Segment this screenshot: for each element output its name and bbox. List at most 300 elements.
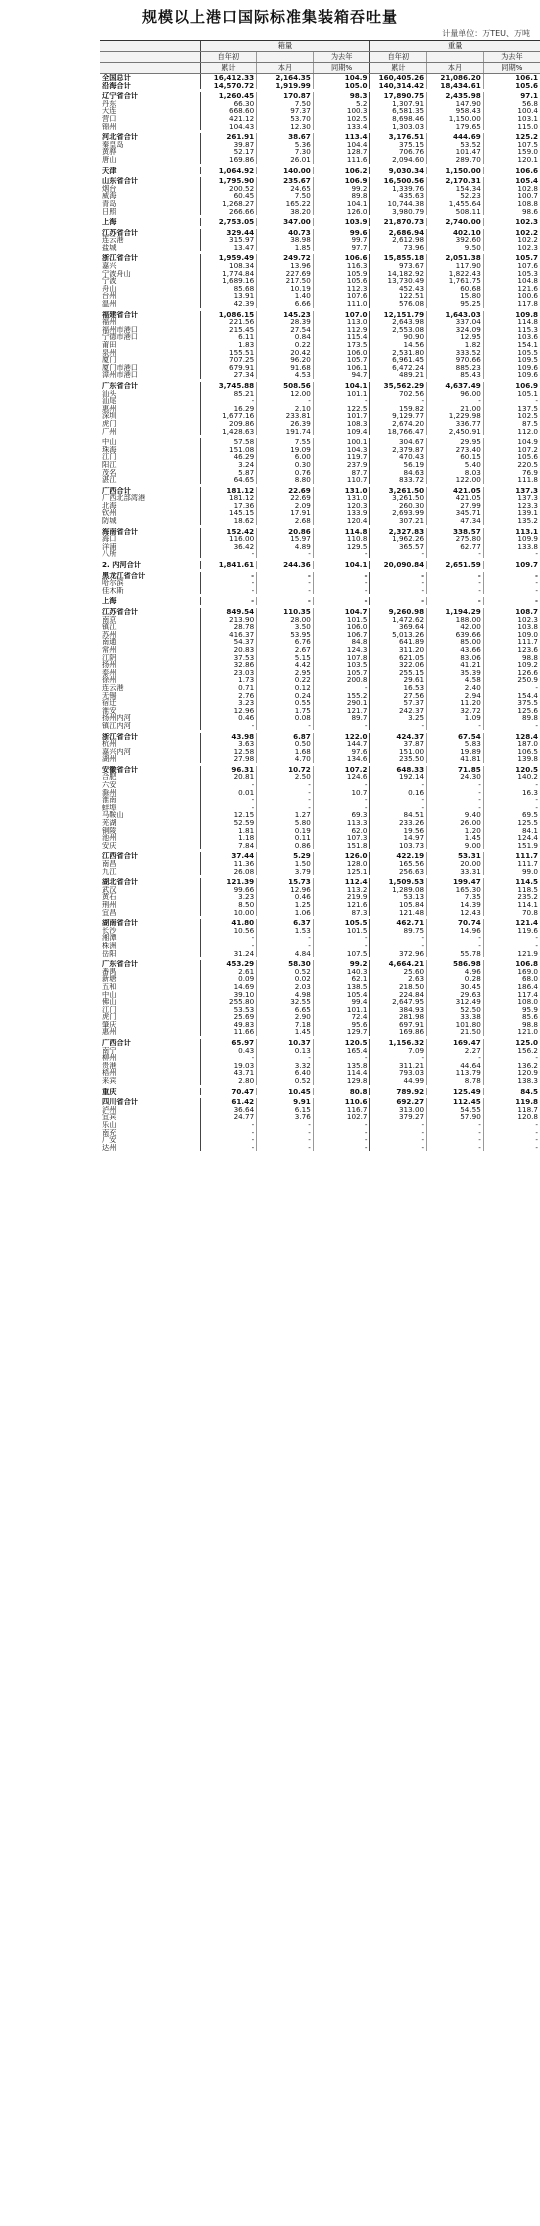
value-cell: 129.5	[313, 543, 370, 551]
port-name-cell: 宁德市港口	[102, 333, 138, 341]
port-name-cell: 阳江	[102, 460, 117, 469]
value-cell: 57.90	[427, 1113, 484, 1121]
value-cell: 107.2	[313, 766, 370, 774]
port-name-cell: 海口	[102, 535, 117, 543]
value-cell: 138.5	[313, 983, 370, 991]
value-cell: 119.6	[483, 927, 540, 935]
port-name-cell: 徐州	[102, 676, 117, 684]
port-name-cell: 江门	[102, 453, 117, 461]
table-row	[100, 646, 540, 654]
value-cell: 15.73	[257, 878, 314, 886]
value-cell: 84.5	[483, 1088, 540, 1096]
port-name-cell: 连云港	[102, 236, 124, 244]
value-cell: 2,643.98	[370, 318, 427, 326]
value-cell: 2.27	[427, 1047, 484, 1055]
value-cell: 4.96	[427, 968, 484, 976]
value-cell: 112.3	[313, 285, 370, 293]
value-cell: 9.00	[427, 842, 484, 850]
value-cell: -	[427, 1129, 484, 1137]
port-name-cell: 威海	[102, 192, 117, 200]
port-name-cell: 来宾	[102, 1077, 117, 1085]
table-row	[100, 270, 540, 278]
value-cell: 32.72	[427, 707, 484, 715]
table-row	[100, 991, 540, 999]
value-cell: 71.85	[427, 766, 484, 774]
value-cell: -	[370, 550, 427, 558]
value-cell: -	[257, 796, 314, 804]
port-name-cell: 浙江省合计	[102, 732, 138, 741]
value-cell: -	[257, 550, 314, 558]
value-cell: 110.7	[313, 476, 370, 484]
value-cell: 120.8	[483, 1113, 540, 1121]
value-cell: 156.2	[483, 1047, 540, 1055]
value-cell: 159.0	[483, 148, 540, 156]
value-cell: 107.0	[313, 311, 370, 319]
value-cell: -	[313, 1136, 370, 1144]
value-cell: -	[257, 1144, 314, 1152]
value-cell: 324.09	[427, 326, 484, 334]
value-cell: 91.68	[257, 364, 314, 372]
value-cell: 123.3	[483, 502, 540, 510]
value-cell: 15,855.18	[370, 254, 427, 262]
port-name-cell: 重庆	[102, 1087, 117, 1096]
value-cell: -	[257, 579, 314, 587]
table-row	[100, 1062, 540, 1070]
value-cell: 43.66	[427, 646, 484, 654]
value-cell: 10.37	[257, 1039, 314, 1047]
value-cell: 21.00	[427, 405, 484, 413]
value-cell: 103.9	[313, 218, 370, 226]
value-cell: 249.72	[257, 254, 314, 262]
value-cell: 108.34	[200, 262, 257, 270]
value-cell: 110.8	[313, 535, 370, 543]
value-cell: 392.60	[427, 236, 484, 244]
value-cell: 112.9	[313, 326, 370, 334]
value-cell: 128.4	[483, 733, 540, 741]
value-cell: 14.97	[370, 834, 427, 842]
value-cell: 402.10	[427, 229, 484, 237]
value-cell: 10.56	[200, 927, 257, 935]
value-cell: 444.69	[427, 133, 484, 141]
table-total-row	[100, 878, 540, 886]
value-cell: -	[313, 579, 370, 587]
value-cell: -	[427, 397, 484, 405]
value-cell: 1,194.29	[427, 608, 484, 616]
value-cell: 191.74	[257, 428, 314, 436]
value-cell: 125.6	[483, 707, 540, 715]
table-total-row	[100, 82, 540, 90]
value-cell: 365.57	[370, 543, 427, 551]
value-cell: 42.00	[427, 623, 484, 631]
value-cell: 121.0	[483, 1028, 540, 1036]
value-cell: 27.56	[370, 692, 427, 700]
value-cell: 131.0	[313, 494, 370, 502]
value-cell: 133.8	[483, 543, 540, 551]
value-cell: 165.30	[427, 886, 484, 894]
port-name-cell: 淮安	[102, 706, 117, 715]
value-cell: 8.03	[427, 469, 484, 477]
value-cell: 121.39	[200, 878, 257, 886]
value-cell: 35,562.29	[370, 382, 427, 390]
value-cell: 113.0	[313, 318, 370, 326]
table-row	[100, 934, 540, 942]
value-cell: 112.0	[483, 428, 540, 436]
value-cell: -	[427, 1054, 484, 1062]
port-name-cell: 沿海合计	[102, 81, 131, 90]
value-cell: 6,472.24	[370, 364, 427, 372]
table-total-row	[100, 311, 540, 319]
value-cell: 124.3	[313, 646, 370, 654]
value-cell: 275.80	[427, 535, 484, 543]
table-row	[100, 364, 540, 372]
unit-note: 计量单位：万TEU、万吨	[442, 29, 530, 38]
value-cell: 49.83	[200, 1021, 257, 1029]
value-cell: 19.03	[200, 1062, 257, 1070]
table-total-row	[100, 1039, 540, 1047]
value-cell: 19.09	[257, 446, 314, 454]
value-cell: 16,412.33	[200, 74, 257, 82]
value-cell: 4.58	[427, 676, 484, 684]
table-row	[100, 676, 540, 684]
value-cell: -	[483, 587, 540, 595]
table-row	[100, 1121, 540, 1129]
port-name-cell: 汕尾	[102, 397, 117, 405]
value-cell: 273.40	[427, 446, 484, 454]
table-row	[100, 292, 540, 300]
value-cell: 61.42	[200, 1098, 257, 1106]
value-cell: -	[257, 572, 314, 580]
table-row	[100, 1006, 540, 1014]
value-cell: 2,531.80	[370, 349, 427, 357]
table-row	[100, 244, 540, 252]
value-cell: 3,176.51	[370, 133, 427, 141]
value-cell: 43.71	[200, 1069, 257, 1077]
value-cell: 220.5	[483, 461, 540, 469]
value-cell: 56.8	[483, 100, 540, 108]
value-cell: 109.6	[483, 364, 540, 372]
value-cell: -	[200, 722, 257, 730]
value-cell: -	[200, 796, 257, 804]
value-cell: 52.50	[427, 1006, 484, 1014]
value-cell: 98.6	[483, 208, 540, 216]
value-cell: 111.8	[483, 476, 540, 484]
value-cell: 1,795.90	[200, 177, 257, 185]
value-cell: 60.45	[200, 192, 257, 200]
value-cell: -	[483, 1136, 540, 1144]
value-cell: 147.90	[427, 100, 484, 108]
table-row	[100, 789, 540, 797]
header-yoy-2: 为去年	[483, 52, 540, 63]
port-name-cell: 嘉兴内河	[102, 747, 131, 756]
value-cell: 114.8	[313, 528, 370, 536]
port-name-cell: 烟台	[102, 184, 117, 193]
value-cell: 121.6	[483, 285, 540, 293]
value-cell: 23.03	[200, 669, 257, 677]
value-cell: 114.4	[313, 1069, 370, 1077]
table-row	[100, 998, 540, 1006]
value-cell: 329.44	[200, 229, 257, 237]
value-cell: 235.67	[257, 177, 314, 185]
port-name-cell: 常州	[102, 645, 117, 654]
value-cell: -	[483, 579, 540, 587]
value-cell: 2.68	[257, 517, 314, 525]
value-cell: 37.44	[200, 852, 257, 860]
value-cell: 105.5	[313, 919, 370, 927]
header-yoy-1: 为去年	[313, 52, 370, 63]
port-name-cell: 达州	[102, 1143, 117, 1152]
value-cell: 145.15	[200, 509, 257, 517]
value-cell: 7.35	[427, 893, 484, 901]
value-cell: 120.3	[313, 502, 370, 510]
value-cell: 99.6	[313, 229, 370, 237]
table-row	[100, 623, 540, 631]
value-cell: 28.00	[257, 616, 314, 624]
value-cell: 103.5	[313, 661, 370, 669]
value-cell: 12.58	[200, 748, 257, 756]
value-cell: 39.10	[200, 991, 257, 999]
value-cell: -	[200, 1121, 257, 1129]
value-cell: 152.42	[200, 528, 257, 536]
value-cell: 22.69	[257, 487, 314, 495]
port-name-cell: 南充	[102, 1128, 117, 1137]
value-cell: 313.00	[370, 1106, 427, 1114]
value-cell: 120.4	[313, 517, 370, 525]
table-row	[100, 684, 540, 692]
value-cell: 121.6	[313, 901, 370, 909]
value-cell: 421.12	[200, 115, 257, 123]
value-cell: 106.7	[313, 631, 370, 639]
port-name-cell: 湘潭	[102, 934, 117, 942]
table-row	[100, 796, 540, 804]
table-row	[100, 318, 540, 326]
port-name-cell: 南通	[102, 638, 117, 646]
value-cell: 3.32	[257, 1062, 314, 1070]
value-cell: 144.7	[313, 740, 370, 748]
table-row	[100, 185, 540, 193]
value-cell: 102.3	[483, 244, 540, 252]
value-cell: 8.78	[427, 1077, 484, 1085]
value-cell: 2,753.05	[200, 218, 257, 226]
value-cell: 10.00	[200, 909, 257, 917]
value-cell: 67.54	[427, 733, 484, 741]
value-cell: 12.96	[200, 707, 257, 715]
value-cell: 85.68	[200, 285, 257, 293]
value-cell: 121.7	[313, 707, 370, 715]
value-cell: 3,261.50	[370, 494, 427, 502]
table-row	[100, 115, 540, 123]
value-cell: 102.3	[483, 218, 540, 226]
port-name-cell: 惠州	[102, 404, 117, 413]
port-name-cell: 海南省合计	[102, 527, 138, 536]
value-cell: -	[370, 934, 427, 942]
value-cell: -	[370, 1144, 427, 1152]
value-cell: 25.60	[370, 968, 427, 976]
value-cell: 17.91	[257, 509, 314, 517]
table-row	[100, 638, 540, 646]
value-cell: 84.8	[313, 638, 370, 646]
value-cell: 106.2	[313, 167, 370, 175]
value-cell: 1,919.99	[257, 82, 314, 90]
value-cell: 2.76	[200, 692, 257, 700]
value-cell: 1,303.03	[370, 123, 427, 131]
port-name-cell: 安徽省合计	[102, 765, 138, 774]
value-cell: 97.7	[313, 244, 370, 252]
value-cell: 8,698.46	[370, 115, 427, 123]
value-cell: 108.3	[313, 420, 370, 428]
port-name-cell: 福州市港口	[102, 325, 138, 334]
value-cell: 70.47	[200, 1088, 257, 1096]
port-name-cell: 钦州	[102, 509, 117, 518]
value-cell: 145.23	[257, 311, 314, 319]
value-cell: 89.7	[313, 714, 370, 722]
value-cell: -	[200, 1129, 257, 1137]
value-cell: 85.43	[427, 371, 484, 379]
value-cell: 10.7	[313, 789, 370, 797]
port-name-cell: 四川省合计	[102, 1098, 138, 1106]
value-cell: 1,260.45	[200, 92, 257, 100]
value-cell: 84.1	[483, 827, 540, 835]
value-cell: 218.50	[370, 983, 427, 991]
value-cell: 107.6	[313, 292, 370, 300]
port-name-cell: 2. 内河合计	[102, 561, 141, 569]
value-cell: 1.18	[200, 834, 257, 842]
value-cell: -	[313, 781, 370, 789]
value-cell: 131.0	[313, 487, 370, 495]
value-cell: 7.50	[257, 192, 314, 200]
value-cell: 213.90	[200, 616, 257, 624]
table-row	[100, 208, 540, 216]
value-cell: -	[313, 942, 370, 950]
value-cell: -	[483, 804, 540, 812]
value-cell: -	[370, 572, 427, 580]
table-row	[100, 692, 540, 700]
value-cell: 235.2	[483, 893, 540, 901]
table-row	[100, 420, 540, 428]
table-total-row	[100, 74, 540, 82]
value-cell: 104.1	[313, 200, 370, 208]
value-cell: 336.77	[427, 420, 484, 428]
table-row	[100, 100, 540, 108]
value-cell: 5.83	[427, 740, 484, 748]
value-cell: 94.7	[313, 371, 370, 379]
value-cell: 102.3	[483, 616, 540, 624]
value-cell: 28.78	[200, 623, 257, 631]
value-cell: -	[427, 1136, 484, 1144]
table-row	[100, 412, 540, 420]
value-cell: 101.7	[313, 412, 370, 420]
value-cell: 111.7	[483, 852, 540, 860]
value-cell: 2.80	[200, 1077, 257, 1085]
value-cell: 2,740.00	[427, 218, 484, 226]
value-cell: 139.8	[483, 755, 540, 763]
value-cell: -	[483, 572, 540, 580]
table-row	[100, 950, 540, 958]
value-cell: 2,647.95	[370, 998, 427, 1006]
value-cell: 102.2	[483, 229, 540, 237]
table-row	[100, 1021, 540, 1029]
port-name-cell: 江门	[102, 1005, 117, 1014]
value-cell: 453.29	[200, 960, 257, 968]
table-row	[100, 893, 540, 901]
table-total-row	[100, 608, 540, 616]
value-cell: 181.12	[200, 494, 257, 502]
value-cell: 95.25	[427, 300, 484, 308]
value-cell: 169.0	[483, 968, 540, 976]
value-cell: 104.43	[200, 123, 257, 131]
table-row	[100, 550, 540, 558]
value-cell: 133.4	[313, 123, 370, 131]
value-cell: -	[370, 722, 427, 730]
value-cell: 112.45	[427, 1098, 484, 1106]
value-cell: 53.13	[370, 893, 427, 901]
value-cell: -	[370, 587, 427, 595]
table-row	[100, 1144, 540, 1152]
value-cell: 105.7	[483, 254, 540, 262]
value-cell: 38.20	[257, 208, 314, 216]
value-cell: 470.43	[370, 453, 427, 461]
value-cell: 192.14	[370, 773, 427, 781]
value-cell: 1.06	[257, 909, 314, 917]
value-cell: 129.8	[313, 1077, 370, 1085]
value-cell: 421.05	[427, 494, 484, 502]
value-cell: 3.23	[200, 699, 257, 707]
value-cell: 32.55	[257, 998, 314, 1006]
port-name-cell: 广东省合计	[102, 381, 138, 390]
port-name-cell: 丹东	[102, 99, 117, 108]
value-cell: 10.45	[257, 1088, 314, 1096]
value-cell: 0.50	[257, 740, 314, 748]
value-cell: 2,651.59	[427, 561, 484, 569]
value-cell: 109.6	[483, 371, 540, 379]
value-cell: 224.84	[370, 991, 427, 999]
port-name-cell: 芜湖	[102, 819, 117, 827]
value-cell: -	[200, 804, 257, 812]
value-cell: 46.29	[200, 453, 257, 461]
table-row	[100, 1013, 540, 1021]
table-total-row	[100, 1088, 540, 1096]
table-row	[100, 714, 540, 722]
table-row	[100, 502, 540, 510]
value-cell: 53.53	[200, 1006, 257, 1014]
value-cell: 24.30	[427, 773, 484, 781]
value-cell: -	[370, 579, 427, 587]
value-cell: 101.1	[313, 390, 370, 398]
header-blank	[100, 41, 200, 52]
value-cell: 7.18	[257, 1021, 314, 1029]
port-name-cell: 株洲	[102, 941, 117, 950]
value-cell: 113.79	[427, 1069, 484, 1077]
value-cell: 2.63	[370, 975, 427, 983]
value-cell: 57.58	[200, 438, 257, 446]
table-row	[100, 453, 540, 461]
value-cell: 7.55	[257, 438, 314, 446]
port-name-cell: 洋浦	[102, 542, 117, 551]
value-cell: 140,314.42	[370, 82, 427, 90]
value-cell: 112.4	[313, 878, 370, 886]
value-cell: 424.37	[370, 733, 427, 741]
value-cell: 290.1	[313, 699, 370, 707]
value-cell: 1,761.75	[427, 277, 484, 285]
report-title: 规模以上港口国际标准集装箱吞吐量	[141, 8, 398, 26]
value-cell: 1,774.84	[200, 270, 257, 278]
value-cell: -	[257, 804, 314, 812]
value-cell: 2,612.98	[370, 236, 427, 244]
value-cell: 103.6	[483, 333, 540, 341]
value-cell: 44.99	[370, 1077, 427, 1085]
value-cell: 69.5	[483, 811, 540, 819]
value-cell: 53.95	[257, 631, 314, 639]
value-cell: 122.5	[313, 405, 370, 413]
